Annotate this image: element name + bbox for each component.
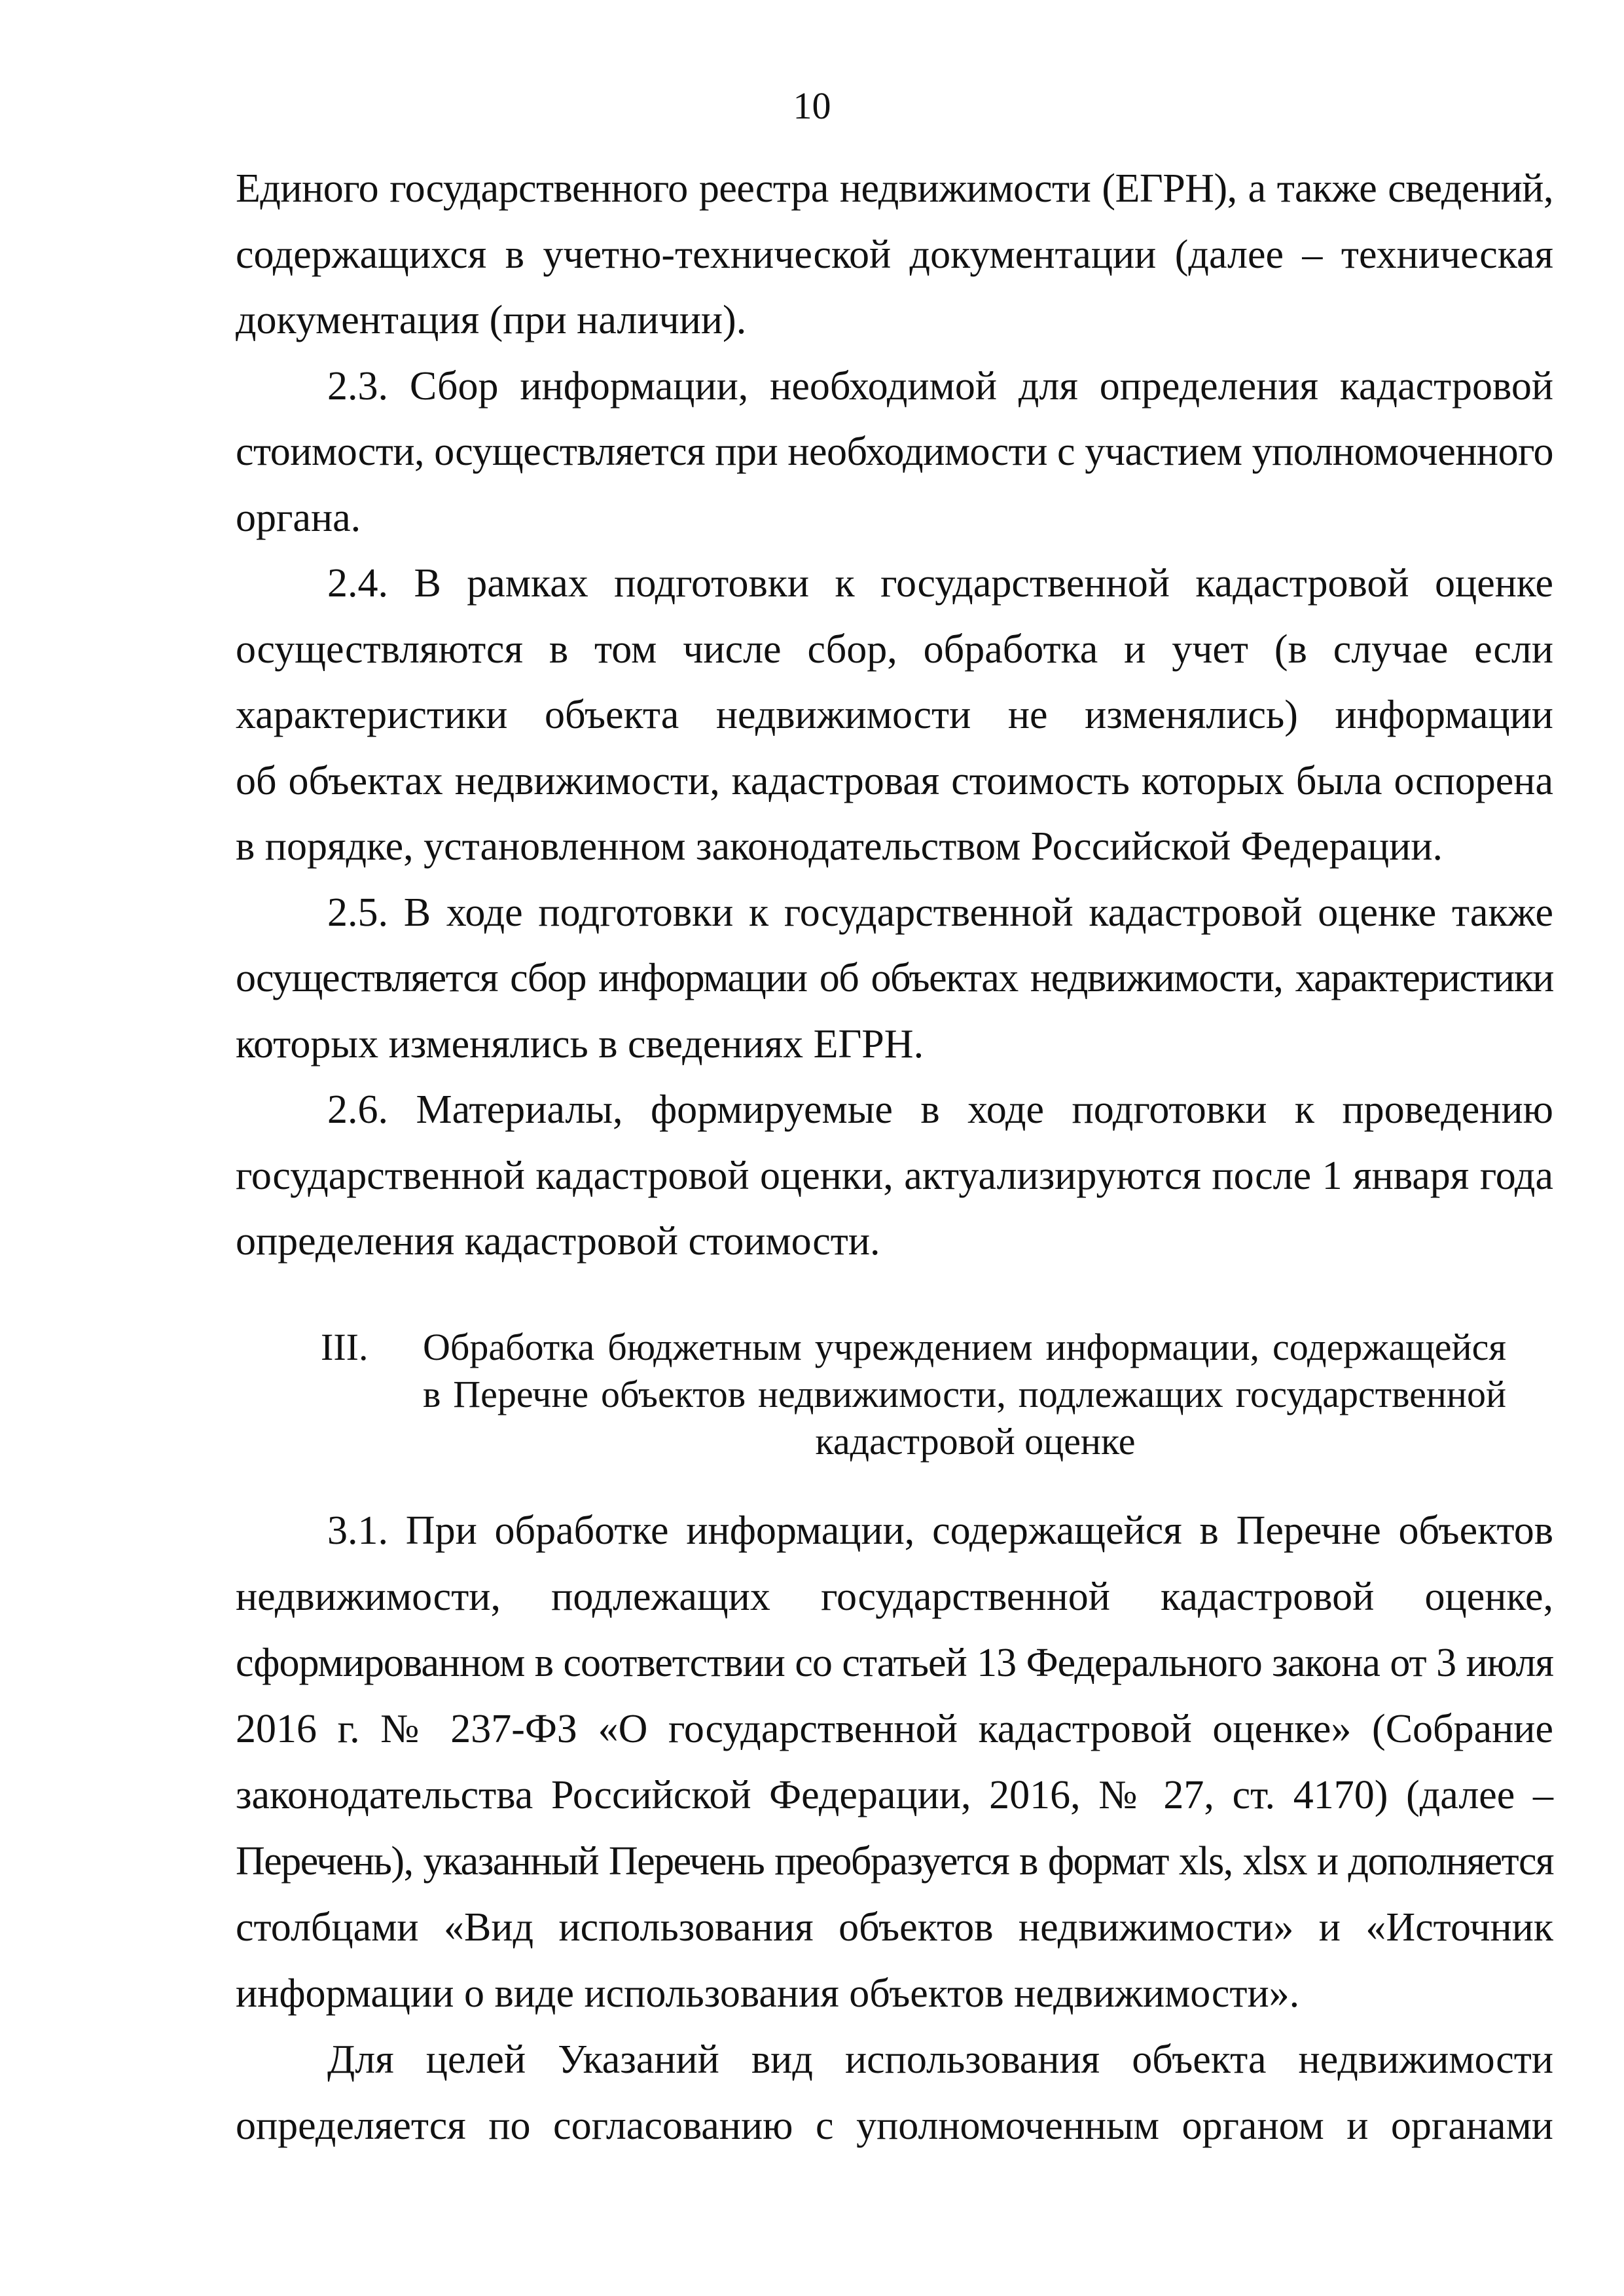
text-line: содержащихся в учетно-технической документации (далее – техническая [236,232,1553,277]
text-line: 2.6. Материалы, формируемые в ходе подготовки к проведению [327,1087,1553,1132]
text-line: характеристики объекта недвижимости не изменялись) информации [236,693,1553,737]
text-line: 2.4. В рамках подготовки к государственной кадастровой оценке [327,561,1553,606]
section-heading-line-2: в Перечне объектов недвижимости, подлежащих государственной [423,1373,1506,1415]
text-line: осуществляется сбор информации об объектах недвижимости, характеристики [236,956,1553,1000]
text-line: Перечень), указанный Перечень преобразуется в формат xls, xlsx и дополняется [236,1839,1553,1884]
text-line: 2.5. В ходе подготовки к государственной кадастровой оценке также [327,890,1553,935]
text-line: органа. [236,495,361,540]
text-line: стоимости, осуществляется при необходимости с участием уполномоченного [236,429,1553,474]
text-line: определяется по согласованию с уполномоченным органом и органами [236,2104,1553,2148]
text-line: сформированном в соответствии со статьей 13 Федерального закона от 3 июля [236,1641,1553,1685]
text-line: недвижимости, подлежащих государственной кадастровой оценке, [236,1575,1553,1619]
text-line: информации о виде использования объектов недвижимости». [236,1971,1300,2016]
text-line: в порядке, установленном законодательством Российской Федерации. [236,824,1443,869]
text-line: 2.3. Сбор информации, необходимой для определения кадастровой [327,363,1553,409]
text-line: государственной кадастровой оценки, актуализируются после 1 января года [236,1153,1553,1198]
text-line: документация (при наличии). [236,298,747,342]
text-line: Для целей Указаний вид использования объекта недвижимости [327,2037,1553,2082]
section-heading-line-1: Обработка бюджетным учреждением информации, содержащейся [423,1326,1506,1368]
text-line: осуществляются в том числе сбор, обработка и учет (в случае если [236,627,1553,672]
text-line: 3.1. При обработке информации, содержащейся в Перечне объектов [327,1508,1553,1553]
text-line: Единого государственного реестра недвижимости (ЕГРН), а также сведений, [236,166,1553,211]
text-line: которых изменялись в сведениях ЕГРН. [236,1021,924,1066]
page-number: 10 [793,84,831,127]
text-line: определения кадастровой стоимости. [236,1219,880,1264]
text-line: законодательства Российской Федерации, 2016, № 27, ст. 4170) (далее – [236,1773,1553,1817]
text-line: об объектах недвижимости, кадастровая стоимость которых была оспорена [236,758,1553,803]
section-heading-line-3: кадастровой оценке [815,1420,1136,1463]
section-heading-number: III. [321,1326,369,1368]
text-line: 2016 г. № 237-ФЗ «О государственной кадастровой оценке» (Собрание [236,1707,1553,1751]
text-line: столбцами «Вид использования объектов недвижимости» и «Источник [236,1905,1553,1950]
